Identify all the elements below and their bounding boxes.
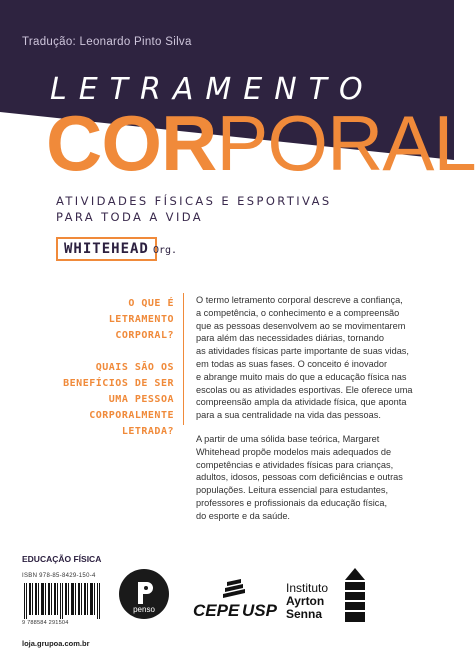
cepe-text: CEPE xyxy=(193,601,240,620)
question-2: QUAIS SÃO OS BENEFÍCIOS DE SER UMA PESSOA CORPORALMENTE LETRADA? xyxy=(63,362,174,437)
pencil-stripes-icon xyxy=(344,568,366,624)
penso-logo-icon xyxy=(118,568,170,620)
description-paragraph-2: A partir de uma sólida base teórica, Margaret Whitehead propõe modelos mais adequados de competências e atividades físicas para crianças, adultos, idosos, pessoas com deficiências e outras populações. Leitura essencial para estudantes, professores e profissionais da educação física, do esporte e da saúde. xyxy=(196,433,403,521)
orange-divider xyxy=(183,293,184,425)
description-paragraph-1: O termo letramento corporal descreve a confiança, a competência, o conhecimento e a compreensão que as pessoas desenvolvem ao se movimentarem para além das necessidades diárias, tornando as atividades físicas parte importante de suas vidas, em todas as suas fases. O conceito é inovador e abrange muito mais do que a educação física nas escolas ou as atividades esportivas. Ele oferece uma compreensão ampla da atividade física, que aponta para a sua centralidade na vida das pessoas. xyxy=(196,295,413,421)
usp-text: USP xyxy=(242,601,277,620)
cepe-usp-logo-icon xyxy=(193,578,277,620)
category-label: EDUCAÇÃO FÍSICA xyxy=(22,554,102,564)
barcode-icon xyxy=(22,583,104,619)
title-line-2-light: PORAL xyxy=(216,99,476,187)
penso-logo-text: penso xyxy=(133,605,155,614)
instituto-line-1: Instituto xyxy=(286,581,329,595)
instituto-line-3: Senna xyxy=(286,607,323,621)
title-line-1: LETRAMENTO xyxy=(50,72,375,107)
instituto-line-2: Ayrton xyxy=(286,594,325,608)
question-1: O QUE É LETRAMENTO CORPORAL? xyxy=(108,298,174,341)
title-line-2 xyxy=(46,99,476,187)
subtitle xyxy=(56,193,332,225)
title-line-2-bold: COR xyxy=(46,99,217,187)
author-name: WHITEHEAD xyxy=(56,237,157,261)
author-role: Org. xyxy=(153,245,178,256)
questions-column xyxy=(60,296,174,440)
barcode-number: 9 788584 291504 xyxy=(22,620,69,626)
description-text xyxy=(196,294,436,534)
isbn-text: ISBN 978-85-8429-150-4 xyxy=(22,573,96,579)
instituto-ayrton-senna-logo xyxy=(286,582,328,621)
translator-credit: Tradução: Leonardo Pinto Silva xyxy=(22,36,192,48)
store-url: loja.grupoa.com.br xyxy=(22,639,90,648)
subtitle-text: ATIVIDADES FÍSICAS E ESPORTIVAS PARA TODA A VIDA xyxy=(56,194,332,224)
